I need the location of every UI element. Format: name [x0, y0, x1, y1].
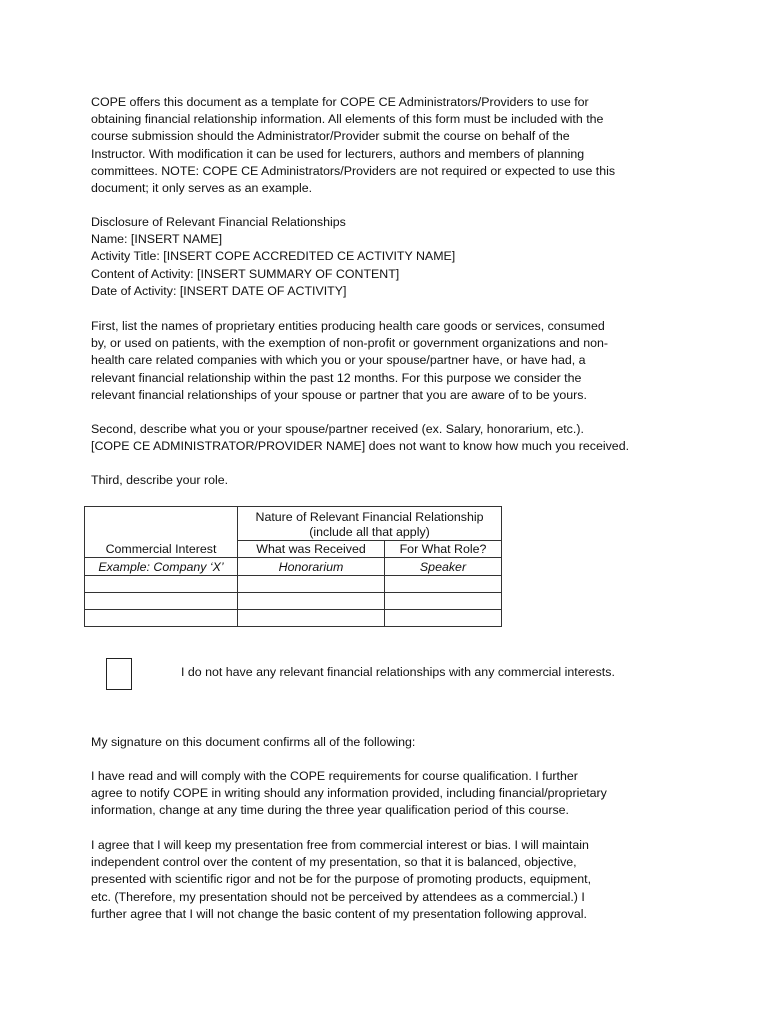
received-cell[interactable] — [238, 610, 385, 627]
second-line: Second, describe what you or your spouse/partner received (ex. Salary, honorarium, etc.). — [91, 422, 584, 436]
table-row — [85, 576, 502, 593]
commercial-cell[interactable] — [85, 610, 238, 627]
what-received-header: What was Received — [238, 541, 385, 558]
first-line: First, list the names of proprietary entities producing health care goods or services, consumed — [91, 319, 605, 333]
commercial-interest-header: Commercial Interest — [85, 541, 238, 558]
third-paragraph — [91, 472, 691, 489]
first-paragraph — [91, 318, 691, 404]
agree-line: independent control over the content of my presentation, so that it is balanced, objective, — [91, 855, 577, 870]
nature-header-line2: (include all that apply) — [309, 525, 430, 539]
agree-paragraph — [91, 837, 691, 923]
activity-title-field: Activity Title: [INSERT COPE ACCREDITED CE ACTIVITY NAME] — [91, 249, 456, 264]
first-line: by, or used on patients, with the exemption of non-profit or government organizations and non- — [91, 336, 609, 351]
intro-line: committees. NOTE: COPE CE Administrators/Providers are not required or expected to use this — [91, 163, 616, 178]
agree-line: further agree that I will not change the basic content of my presentation following approval. — [91, 906, 587, 921]
comply-line: agree to notify COPE in writing should any information provided, including financial/proprietary — [91, 786, 607, 801]
example-commercial-cell: Example: Company ‘X’ — [85, 558, 238, 576]
role-cell[interactable] — [385, 610, 502, 627]
intro-line: course submission should the Administrator/Provider submit the course on behalf of the — [91, 129, 570, 144]
intro-line: COPE offers this document as a template for COPE CE Administrators/Providers to use for — [91, 95, 589, 109]
first-line: relevant financial relationship within the past 12 months. For this purpose we consider the — [91, 370, 582, 385]
comply-line: information, change at any time during the three year qualification period of this course. — [91, 803, 570, 818]
example-received-cell: Honorarium — [238, 558, 385, 576]
intro-line: document; it only serves as an example. — [91, 181, 313, 196]
content-field: Content of Activity: [INSERT SUMMARY OF CONTENT] — [91, 266, 400, 281]
comply-paragraph — [91, 768, 691, 820]
role-cell[interactable] — [385, 576, 502, 593]
second-paragraph — [91, 421, 691, 455]
intro-paragraph — [91, 94, 691, 197]
role-cell[interactable] — [385, 593, 502, 610]
received-cell[interactable] — [238, 576, 385, 593]
commercial-cell[interactable] — [85, 593, 238, 610]
third-line: Third, describe your role. — [91, 473, 229, 487]
signature-statement — [91, 734, 691, 751]
table-row — [85, 593, 502, 610]
financial-relationship-table — [84, 506, 502, 627]
first-line: health care related companies with which you or your spouse/partner have, or have had, a — [91, 353, 586, 368]
agree-line: etc. (Therefore, my presentation should not be perceived by attendees as a commercial.) I — [91, 889, 585, 904]
name-field: Name: [INSERT NAME] — [91, 232, 223, 247]
second-line: [COPE CE ADMINISTRATOR/PROVIDER NAME] does not want to know how much you received. — [91, 439, 630, 454]
disclosure-section — [91, 214, 691, 300]
no-relationships-label: I do not have any relevant financial relationships with any commercial interests. — [181, 665, 615, 679]
table-row — [85, 610, 502, 627]
signature-line: My signature on this document confirms all of the following: — [91, 735, 416, 749]
no-relationships-checkbox[interactable] — [106, 658, 132, 690]
agree-line: I agree that I will keep my presentation free from commercial interest or bias. I will maintain — [91, 838, 589, 852]
intro-line: obtaining financial relationship information. All elements of this form must be included with the — [91, 112, 604, 127]
agree-line: presented with scientific rigor and not be for the purpose of promoting products, equipment, — [91, 872, 592, 887]
example-role-cell: Speaker — [385, 558, 502, 576]
table-row — [85, 558, 502, 576]
comply-line: I have read and will comply with the COPE requirements for course qualification. I further — [91, 769, 578, 783]
nature-header — [238, 507, 502, 541]
nature-header-line1: Nature of Relevant Financial Relationship — [255, 510, 484, 524]
what-role-header: For What Role? — [385, 541, 502, 558]
date-field: Date of Activity: [INSERT DATE OF ACTIVITY] — [91, 283, 347, 298]
disclosure-title: Disclosure of Relevant Financial Relationships — [91, 215, 346, 229]
received-cell[interactable] — [238, 593, 385, 610]
commercial-cell[interactable] — [85, 576, 238, 593]
intro-line: Instructor. With modification it can be used for lecturers, authors and members of planning — [91, 146, 585, 161]
table-corner-cell — [85, 507, 238, 541]
first-line: relevant financial relationships of your spouse or partner that you are aware of to be yours. — [91, 387, 587, 402]
